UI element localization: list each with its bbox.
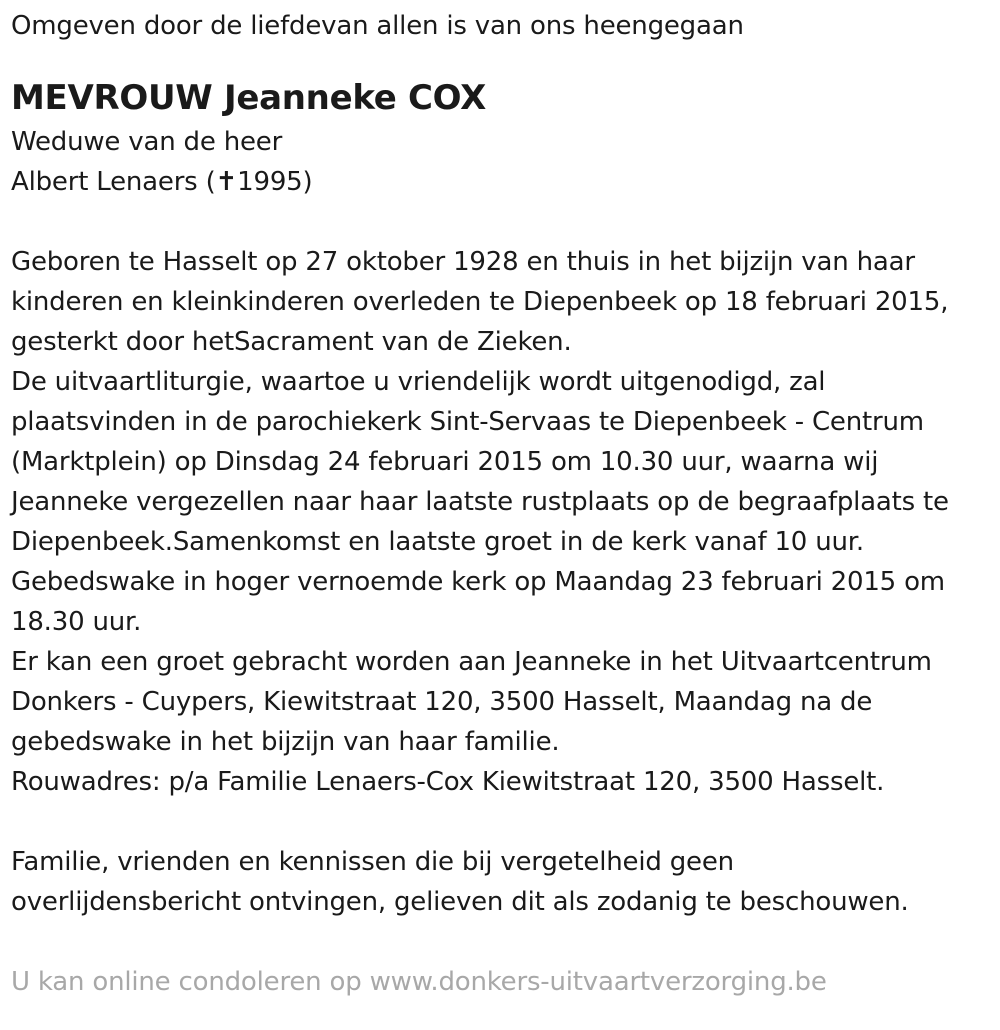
spacer [11,802,1000,842]
body-line: plaatsvinden in de parochiekerk Sint-Servaas te Diepenbeek - Centrum [11,407,924,437]
spouse-name: Albert Lenaers ( [11,167,216,197]
notice-body [11,242,1000,802]
closing-line: overlijdensbericht ontvingen, gelieven dit als zodanig te beschouwen. [11,887,909,917]
body-line: Rouwadres: p/a Familie Lenaers-Cox Kiewitstraat 120, 3500 Hasselt. [11,767,885,797]
spouse-death-year: 1995) [237,167,313,197]
body-line: Donkers - Cuypers, Kiewitstraat 120, 3500 Hasselt, Maandag na de [11,687,873,717]
condolence-footer: U kan online condoleren op www.donkers-uitvaartverzorging.be [11,967,827,997]
closing-line: Familie, vrienden en kennissen die bij vergetelheid geen [11,847,734,877]
cross-icon: ✝ [215,167,238,197]
body-line: De uitvaartliturgie, waartoe u vriendelijk wordt uitgenodigd, zal [11,367,826,397]
body-line: Geboren te Hasselt op 27 oktober 1928 en thuis in het bijzijn van haar [11,247,915,277]
body-line: Er kan een groet gebracht worden aan Jeanneke in het Uitvaartcentrum [11,647,932,677]
closing-note [11,842,1000,922]
body-line: Diepenbeek.Samenkomst en laatste groet in de kerk vanaf 10 uur. [11,527,864,557]
spacer [11,922,1000,962]
spacer [11,202,1000,242]
body-line: Gebedswake in hoger vernoemde kerk op Maandag 23 februari 2015 om [11,567,945,597]
intro-line: Omgeven door de liefdevan allen is van ons heengegaan [11,11,744,41]
body-line: gesterkt door hetSacrament van de Zieken. [11,327,572,357]
body-line: gebedswake in het bijzijn van haar familie. [11,727,560,757]
body-line: (Marktplein) op Dinsdag 24 februari 2015 om 10.30 uur, waarna wij [11,447,879,477]
spouse-line: Weduwe van de heer [11,127,283,157]
deceased-name: MEVROUW Jeanneke COX [11,78,486,118]
spouse-name-line [11,162,1000,202]
body-line: Jeanneke vergezellen naar haar laatste rustplaats op de begraafplaats te [11,487,949,517]
body-line: 18.30 uur. [11,607,142,637]
body-line: kinderen en kleinkinderen overleden te Diepenbeek op 18 februari 2015, [11,287,949,317]
